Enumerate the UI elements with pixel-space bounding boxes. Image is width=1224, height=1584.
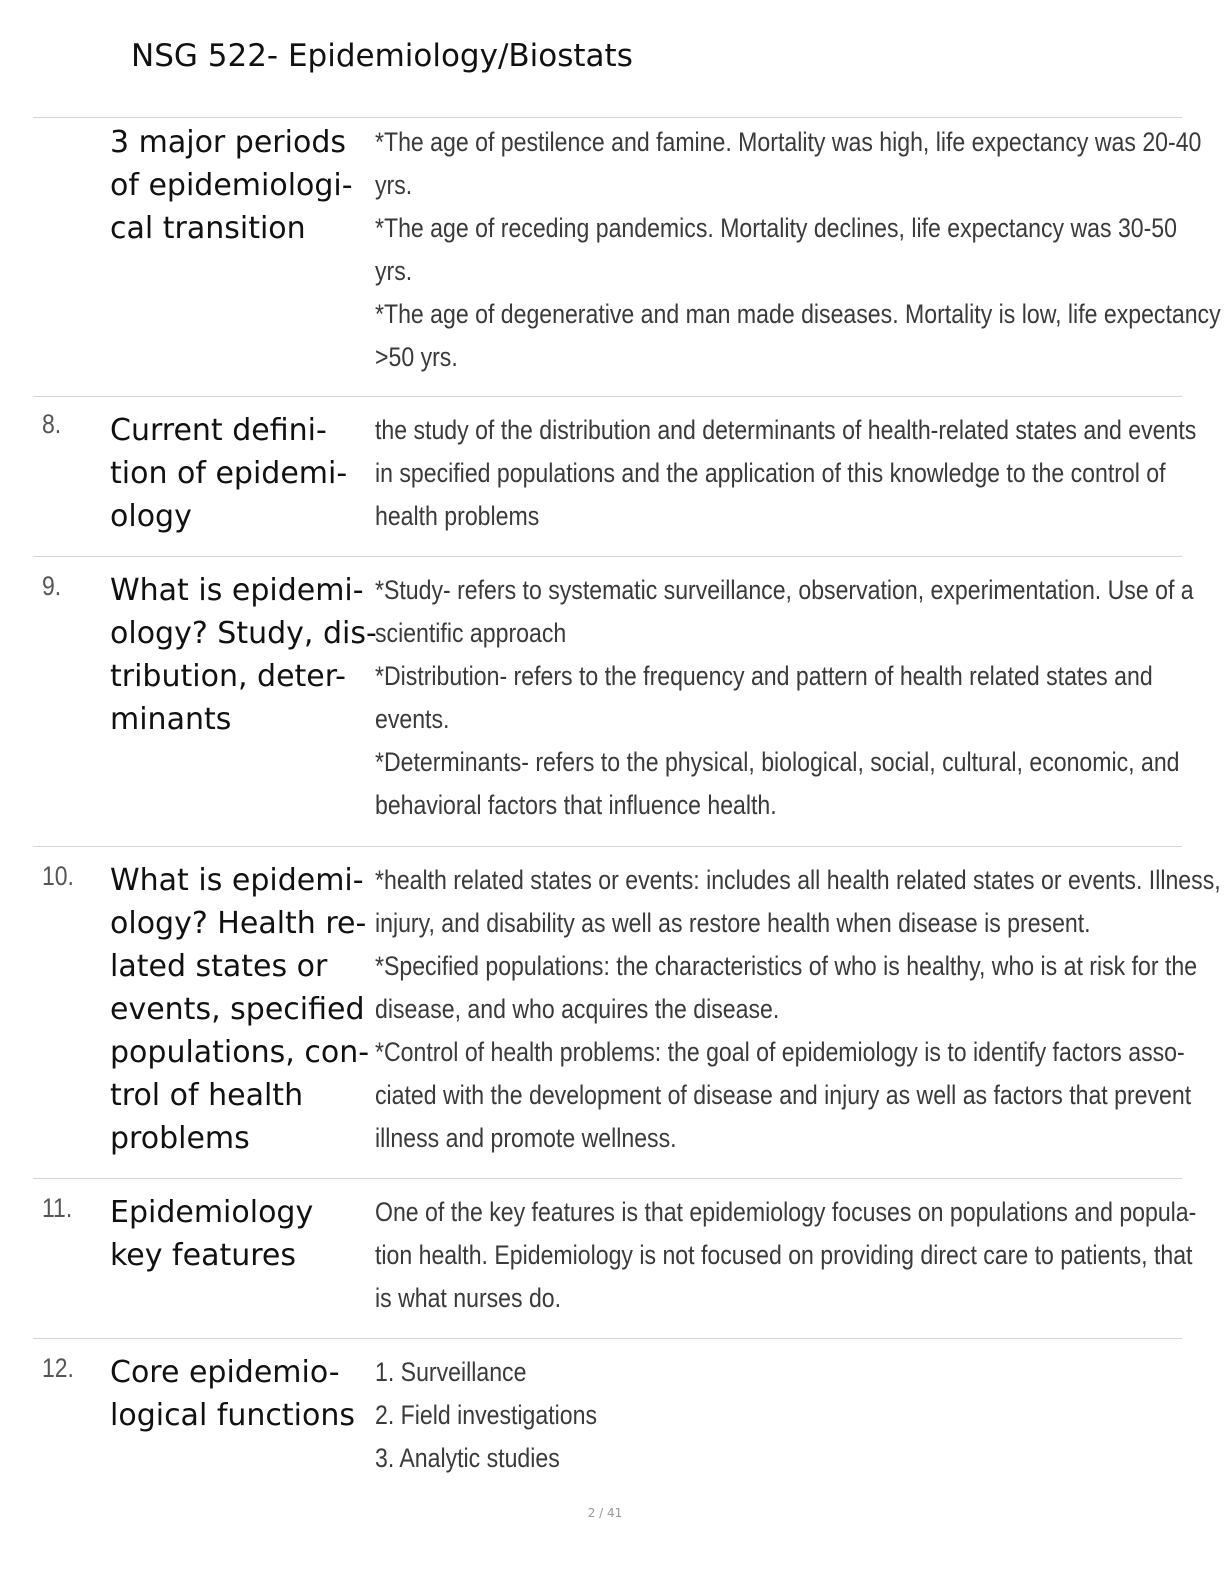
definition-line: yrs. bbox=[375, 256, 413, 286]
definition-line: *Control of health problems: the goal of epidemiology is to identify factors asso- bbox=[375, 1037, 1185, 1067]
term-line: logical functions bbox=[110, 1398, 355, 1433]
card-number: 9. bbox=[42, 571, 62, 601]
definition-line: *Determinants- refers to the physical, biological, social, cultural, economic, and bbox=[375, 747, 1180, 777]
flashcard bbox=[33, 1178, 1197, 1339]
definition-line: illness and promote wellness. bbox=[375, 1123, 677, 1153]
card-definition bbox=[375, 1351, 1170, 1480]
card-definition bbox=[375, 409, 1197, 538]
card-term bbox=[110, 409, 365, 538]
definition-line: the study of the distribution and determinants of health-related states and events bbox=[375, 415, 1197, 445]
definition-line: 2. Field investigations bbox=[375, 1400, 597, 1430]
definition-line: *The age of degenerative and man made diseases. Mortality is low, life expectancy bbox=[375, 299, 1221, 329]
term-line: lated states or bbox=[110, 949, 328, 984]
definition-line: yrs. bbox=[375, 170, 413, 200]
card-definition bbox=[375, 1191, 1197, 1320]
term-line: of epidemiologi- bbox=[110, 168, 353, 203]
flashcard bbox=[33, 1338, 1182, 1489]
flashcard bbox=[33, 556, 1194, 847]
term-line: Epidemiology bbox=[110, 1195, 314, 1230]
definition-line: >50 yrs. bbox=[375, 342, 458, 372]
term-line: ology? Study, dis- bbox=[110, 616, 377, 651]
card-term bbox=[110, 569, 377, 741]
flashcard bbox=[33, 396, 1197, 557]
definition-line: 1. Surveillance bbox=[375, 1357, 527, 1387]
term-line: trol of health bbox=[110, 1078, 304, 1113]
definition-line: scientific approach bbox=[375, 618, 567, 648]
card-number: 8. bbox=[42, 409, 62, 439]
page-title: NSG 522- Epidemiology/Biostats bbox=[131, 38, 633, 74]
definition-line: in specified populations and the application of this knowledge to the control of bbox=[375, 458, 1166, 488]
definition-line: injury, and disability as well as restore health when disease is present. bbox=[375, 908, 1091, 938]
definition-line: One of the key features is that epidemiology focuses on populations and popula- bbox=[375, 1197, 1197, 1227]
definition-line: disease, and who acquires the disease. bbox=[375, 994, 780, 1024]
term-line: key features bbox=[110, 1238, 296, 1273]
term-line: populations, con- bbox=[110, 1035, 370, 1070]
definition-line: *Study- refers to systematic surveillance, observation, experimentation. Use of a bbox=[375, 575, 1194, 605]
term-line: What is epidemi- bbox=[110, 573, 364, 608]
term-line: minants bbox=[110, 702, 232, 737]
definition-line: ciated with the development of disease and injury as well as factors that prevent bbox=[375, 1080, 1192, 1110]
term-line: Core epidemio- bbox=[110, 1355, 340, 1390]
card-definition bbox=[375, 859, 1221, 1160]
term-line: ology bbox=[110, 499, 192, 534]
definition-line: health problems bbox=[375, 501, 540, 531]
definition-line: *Specified populations: the characteristics of who is healthy, who is at risk for the bbox=[375, 951, 1198, 981]
page-indicator: 2 / 41 bbox=[587, 1506, 623, 1520]
term-line: 3 major periods bbox=[110, 125, 346, 160]
term-line: Current defini- bbox=[110, 413, 327, 448]
definition-line: is what nurses do. bbox=[375, 1283, 562, 1313]
flashcard bbox=[33, 117, 1221, 398]
definition-line: events. bbox=[375, 704, 450, 734]
definition-line: tion health. Epidemiology is not focused on providing direct care to patients, that bbox=[375, 1240, 1193, 1270]
card-term bbox=[110, 121, 365, 250]
card-term bbox=[110, 1191, 365, 1277]
definition-line: 3. Analytic studies bbox=[375, 1443, 560, 1473]
term-line: problems bbox=[110, 1121, 250, 1156]
term-line: tion of epidemi- bbox=[110, 456, 348, 491]
card-term bbox=[110, 859, 370, 1160]
term-line: events, specified bbox=[110, 992, 365, 1027]
definition-line: *The age of pestilence and famine. Mortality was high, life expectancy was 20-40 bbox=[375, 127, 1202, 157]
card-number: 11. bbox=[42, 1193, 73, 1223]
card-number: 10. bbox=[42, 861, 74, 891]
term-line: tribution, deter- bbox=[110, 659, 346, 694]
card-definition bbox=[375, 121, 1221, 379]
definition-line: *The age of receding pandemics. Mortality declines, life expectancy was 30-50 bbox=[375, 213, 1177, 243]
definition-line: *health related states or events: includes all health related states or events. Illness, bbox=[375, 865, 1221, 895]
definition-line: *Distribution- refers to the frequency and pattern of health related states and bbox=[375, 661, 1153, 691]
term-line: ology? Health re- bbox=[110, 906, 367, 941]
card-term bbox=[110, 1351, 365, 1437]
definition-line: behavioral factors that influence health. bbox=[375, 790, 777, 820]
term-line: cal transition bbox=[110, 211, 306, 246]
card-definition bbox=[375, 569, 1194, 827]
flashcard bbox=[33, 846, 1221, 1179]
card-number: 12. bbox=[42, 1353, 74, 1383]
term-line: What is epidemi- bbox=[110, 863, 364, 898]
